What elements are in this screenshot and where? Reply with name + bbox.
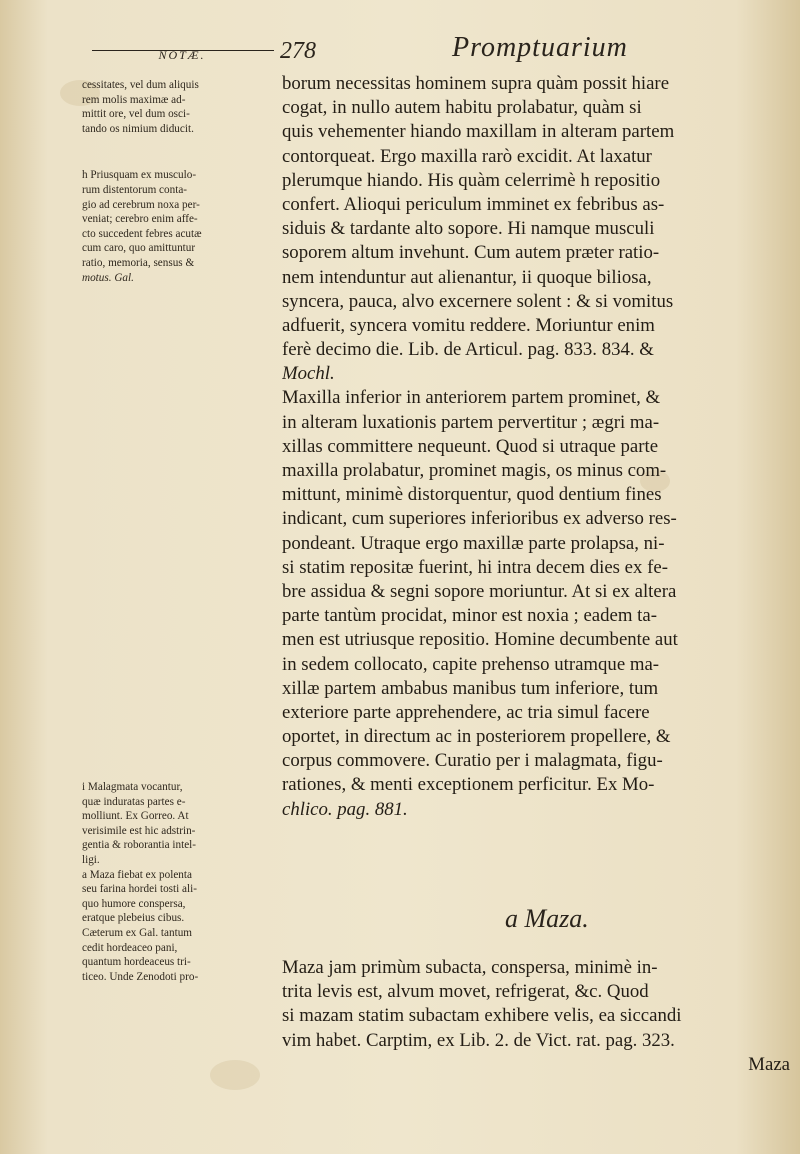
text-line: parte tantùm procidat, minor est noxia ; eadem ta- — [282, 605, 657, 627]
foxing-stain — [210, 1060, 260, 1090]
margin-line: cto succedent febres acutæ — [82, 227, 202, 240]
margin-line — [82, 136, 276, 168]
section-title: a Maza. — [505, 904, 589, 933]
text-line: rationes, & menti exceptionem perficitur. Ex Mo- — [282, 774, 655, 796]
text-line: soporem altum invehunt. Cum autem præter ratio- — [282, 242, 660, 264]
margin-line: gentia & roborantia intel- — [82, 839, 197, 852]
text-line: Maza jam primùm subacta, conspersa, minimè in- — [282, 957, 658, 978]
margin-line: a Maza fiebat ex polenta — [82, 868, 192, 881]
text-line: adfuerit, syncera vomitu reddere. Moriuntur enim — [282, 314, 655, 336]
text-line: chlico. pag. 881. — [282, 798, 408, 820]
margin-line: Cæterum ex Gal. tantum — [82, 926, 192, 939]
margin-line: cessitates, vel dum aliquis — [82, 79, 199, 91]
margin-line: h Priusquam ex musculo- — [82, 169, 197, 182]
text-line: si statim repositæ fuerint, hi intra decem dies ex fe- — [282, 556, 668, 578]
running-title: Promptuarium — [452, 32, 628, 63]
margin-line: motus. Gal. — [82, 271, 134, 284]
catchword: Maza — [748, 1053, 790, 1075]
text-line: vim habet. Carptim, ex Lib. 2. de Vict. rat. pag. 323. — [282, 1029, 675, 1051]
margin-notes-top — [82, 78, 276, 285]
page-header — [0, 30, 800, 70]
text-line: borum necessitas hominem supra quàm possit hiare — [282, 73, 670, 94]
text-line: contorqueat. Ergo maxilla rarò excidit. At laxatur — [282, 145, 652, 167]
text-line: syncera, pauca, alvo excernere solent : & si vomitus — [282, 290, 674, 312]
page-number: 278 — [280, 38, 316, 64]
text-line: corpus commovere. Curatio per i malagmata, figu- — [282, 750, 663, 772]
margin-line: rem molis maximæ ad- — [82, 93, 186, 106]
text-line: exteriore parte apprehendere, ac tria simul facere — [282, 701, 650, 723]
text-line: ferè decimo die. Lib. de Articul. pag. 833. 834. & — [282, 339, 654, 361]
text-line: xillæ partem ambabus manibus tum inferiore, tum — [282, 677, 659, 699]
margin-line: ligi. — [82, 853, 100, 866]
text-line: men est utriusque repositio. Homine decumbente aut — [282, 629, 678, 651]
notae-heading: NOTÆ. — [158, 48, 206, 62]
margin-line: mittit ore, vel dum osci- — [82, 108, 190, 121]
text-line: maxilla prolabatur, prominet magis, os minus com- — [282, 460, 667, 481]
text-line: in alteram luxationis partem pervertitur ; ægri ma- — [282, 411, 660, 433]
text-line: cogat, in nullo autem habitu prolabatur, quàm si — [282, 97, 642, 119]
main-text-block — [282, 72, 794, 822]
text-line: bre assidua & segni sopore moriuntur. At si ex altera — [282, 580, 677, 602]
margin-line: ticeo. Unde Zenodoti pro- — [82, 970, 199, 983]
margin-notes-bottom — [82, 780, 276, 984]
text-line: mittunt, minimè distorquentur, quod dentium fines — [282, 484, 662, 506]
margin-line: cedit hordeaceo pani, — [82, 941, 178, 954]
text-line: siduis & tardante alto sopore. Hi namque musculi — [282, 218, 655, 240]
margin-line: seu farina hordei tosti ali- — [82, 883, 197, 896]
margin-line: veniat; cerebro enim affe- — [82, 213, 198, 226]
text-line: quis vehementer hiando maxillam in alteram partem — [282, 121, 675, 143]
text-line: xillas committere nequeunt. Quod si utraque parte — [282, 435, 659, 457]
text-line: plerumque hiando. His quàm celerrimè h repositio — [282, 169, 661, 191]
maza-text-block — [282, 956, 794, 1077]
text-line: nem intenduntur aut alienantur, ii quoque biliosa, — [282, 266, 652, 288]
margin-line: i Malagmata vocantur, — [82, 781, 183, 793]
margin-line: eratque plebeius cibus. — [82, 912, 185, 925]
text-line: Mochl. — [282, 363, 335, 385]
text-line: si mazam statim subactam exhibere velis, ea siccandi — [282, 1005, 682, 1027]
margin-line: quæ induratas partes e- — [82, 795, 186, 808]
margin-line: rum distentorum conta- — [82, 183, 188, 196]
text-line: trita levis est, alvum movet, refrigerat, &c. Quod — [282, 981, 649, 1003]
margin-line: gio ad cerebrum noxa per- — [82, 198, 200, 211]
margin-line: quo humore conspersa, — [82, 897, 186, 910]
margin-line: ratio, memoria, sensus & — [82, 256, 195, 269]
margin-line: cum caro, quo amittuntur — [82, 242, 196, 255]
text-line: in sedem collocato, capite prehenso utramque ma- — [282, 653, 660, 675]
text-line: confert. Alioqui periculum imminet ex febribus as- — [282, 193, 665, 215]
text-line: oportet, in directum ac in posteriorem propellere, & — [282, 726, 671, 748]
text-line: Maxilla inferior in anteriorem partem prominet, & — [282, 387, 661, 409]
margin-line: verisimile est hic adstrin- — [82, 824, 196, 837]
margin-line: quantum hordeaceus tri- — [82, 956, 191, 969]
text-line: indicant, cum superiores inferioribus ex adverso res- — [282, 508, 677, 530]
text-line: pondeant. Utraque ergo maxillæ parte prolapsa, ni- — [282, 532, 665, 554]
margin-line: molliunt. Ex Gorreo. At — [82, 810, 189, 823]
margin-line: tando os nimium diducit. — [82, 122, 194, 135]
